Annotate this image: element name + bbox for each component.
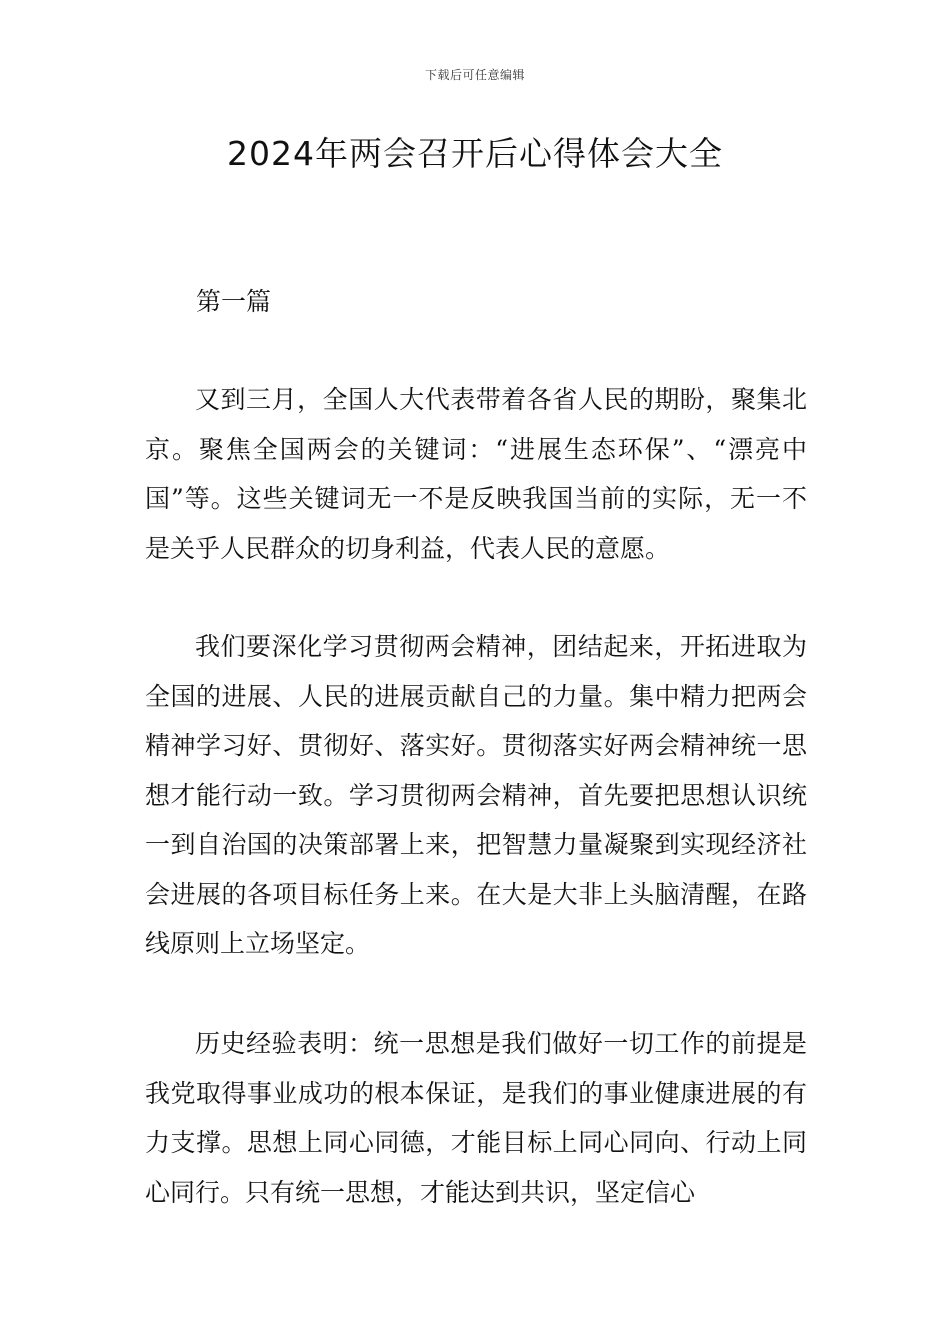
header-note: 下载后可任意编辑: [424, 68, 525, 82]
document-title: 2024年两会召开后心得体会大全: [227, 134, 723, 173]
paragraph-1: 又到三月，全国人大代表带着各省人民的期盼，聚集北京。聚焦全国两会的关键词：“进展生态环保”、“漂亮中国”等。这些关键词无一不是反映我国当前的实际，无一不是关乎人民群众的切身利益，代表人民的意愿。: [145, 385, 807, 563]
paragraph-2: 我们要深化学习贯彻两会精神，团结起来，开拓进取为全国的进展、人民的进展贡献自己的力量。集中精力把两会精神学习好、贯彻好、落实好。贯彻落实好两会精神统一思想才能行动一致。学习贯彻两会精神，首先要把思想认识统一到自治国的决策部署上来，把智慧力量凝聚到实现经济社会进展的各项目标任务上来。在大是大非上头脑清醒，在路线原则上立场坚定。: [145, 632, 807, 958]
section-heading: 第一篇: [196, 287, 272, 316]
paragraph-3: 历史经验表明：统一思想是我们做好一切工作的前提是我党取得事业成功的根本保证，是我们的事业健康进展的有力支撑。思想上同心同德，才能目标上同心同向、行动上同心同行。只有统一思想，才能达到共识，坚定信心: [145, 1029, 807, 1207]
